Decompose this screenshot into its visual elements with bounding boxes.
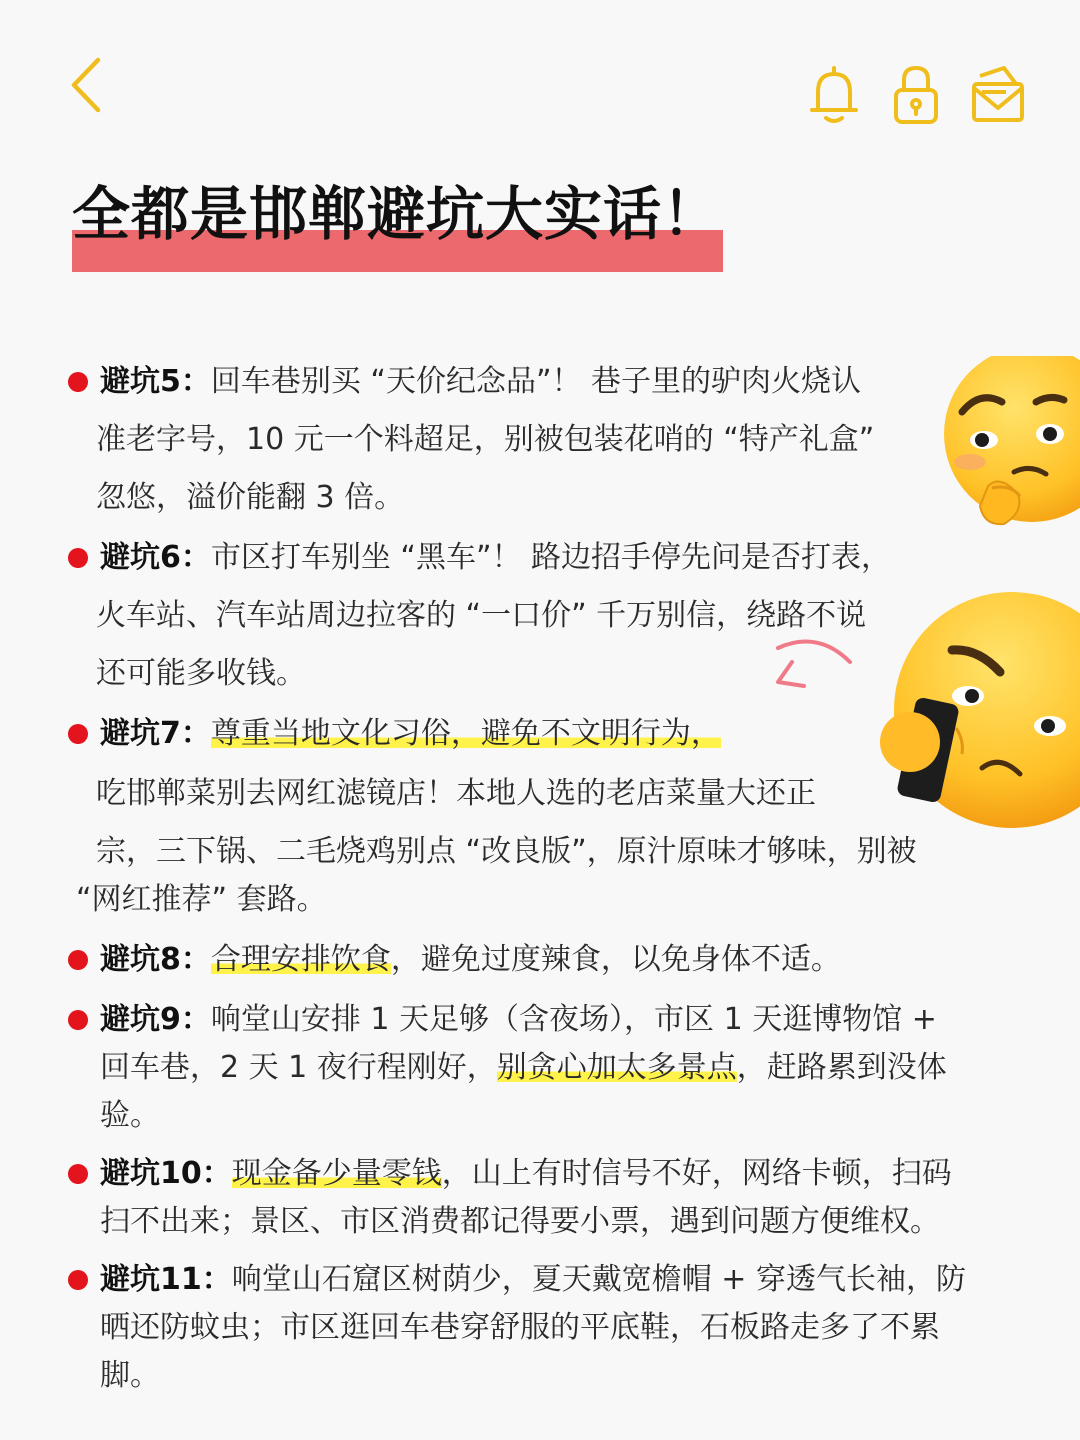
tip-6-line-1 <box>100 538 891 578</box>
highlight-text: 合理安排饮食 <box>210 942 391 977</box>
tip-11-line-3: 脚。 <box>100 1358 160 1393</box>
page-title: 全都是邯郸避坑大实话！ <box>72 180 722 248</box>
tip-text: ，赶路累到没体 <box>736 1050 947 1085</box>
bullet-dot <box>68 1164 88 1184</box>
tip-text: 回车巷，2 天 1 夜行程刚好， <box>100 1050 497 1085</box>
tip-label: 避坑5： <box>100 364 211 399</box>
bullet-dot <box>68 372 88 392</box>
tip-label: 避坑8： <box>100 942 211 977</box>
tip-11-line-2: 晒还防蚊虫；市区逛回车巷穿舒服的平底鞋，石板路走多了不累 <box>100 1310 940 1345</box>
tip-10-line-2: 扫不出来；景区、市区消费都记得要小票，遇到问题方便维权。 <box>100 1204 940 1239</box>
bullet-dot <box>68 724 88 744</box>
tip-label: 避坑11： <box>100 1262 232 1297</box>
tip-9-line-1 <box>100 1000 937 1040</box>
bullet-dot <box>68 548 88 568</box>
highlight-text: 别贪心加太多景点 <box>496 1050 737 1085</box>
tip-text: 回车巷别买 “天价纪念品”！ 巷子里的驴肉火烧认 <box>210 364 862 399</box>
tip-text: ，山上有时信号不好，网络卡顿，扫码 <box>441 1156 952 1191</box>
tip-text: 响堂山安排 1 天足够（含夜场），市区 1 天逛博物馆 + <box>210 1002 937 1037</box>
tip-7-line-1 <box>100 714 721 754</box>
tip-7-line-4: “网红推荐” 套路。 <box>76 882 327 917</box>
tip-text: ，避免过度辣食，以免身体不适。 <box>390 942 841 977</box>
tip-text: 响堂山石窟区树荫少，夏天戴宽檐帽 + 穿透气长袖，防 <box>231 1262 966 1297</box>
tip-label: 避坑9： <box>100 1002 211 1037</box>
tip-5-line-2: 准老字号，10 元一个料超足，别被包装花哨的 “特产礼盒” <box>96 422 875 457</box>
tip-9-line-2 <box>100 1048 947 1088</box>
bullet-dot <box>68 1270 88 1290</box>
tip-8-line-1 <box>100 940 841 980</box>
tip-label: 避坑6： <box>100 540 211 575</box>
tip-label: 避坑10： <box>100 1156 232 1191</box>
tip-7-line-3: 宗，三下锅、二毛烧鸡别点 “改良版”，原汁原味才够味，别被 <box>96 834 917 869</box>
tip-label: 避坑7： <box>100 716 211 751</box>
tip-6-line-2: 火车站、汽车站周边拉客的 “一口价” 千万别信，绕路不说 <box>96 598 867 633</box>
tip-9-line-3: 验。 <box>100 1098 160 1133</box>
tip-5-line-3: 忽悠，溢价能翻 3 倍。 <box>96 480 405 515</box>
tip-5-line-1 <box>100 362 861 402</box>
bullet-dot <box>68 1010 88 1030</box>
tip-10-line-1 <box>100 1154 952 1194</box>
bullet-dot <box>68 950 88 970</box>
tip-7-line-2: 吃邯郸菜别去网红滤镜店！本地人选的老店菜量大还正 <box>96 776 816 811</box>
highlight-text: 尊重当地文化习俗，避免不文明行为， <box>210 716 721 751</box>
tip-6-line-3: 还可能多收钱。 <box>96 656 306 691</box>
highlight-text: 现金备少量零钱 <box>231 1156 442 1191</box>
tip-text: 市区打车别坐 “黑车”！ 路边招手停先问是否打表， <box>210 540 892 575</box>
tip-11-line-1 <box>100 1260 966 1300</box>
